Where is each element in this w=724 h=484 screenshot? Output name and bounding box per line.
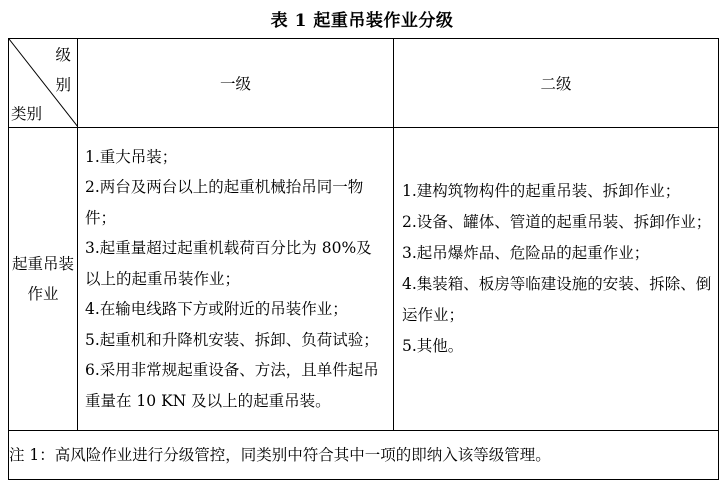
level1-cell [78, 128, 394, 431]
level2-item: 4.集装箱、板房等临建设施的安装、拆除、倒运作业； [402, 275, 712, 324]
level1-item: 2.两台及两台以上的起重机械抬吊同一物件； [85, 178, 364, 227]
note-text: 注 1：高风险作业进行分级管控，同类别中符合其中一项的即纳入该等级管理。 [9, 431, 719, 480]
column-header-level1: 一级 [78, 39, 394, 128]
table-body-row [9, 128, 719, 431]
diagonal-header-cell [9, 39, 78, 128]
table-note-row [9, 431, 719, 480]
level2-cell [394, 128, 719, 431]
grading-table [8, 38, 719, 480]
diag-label-level-2: 别 [55, 76, 71, 94]
level1-item: 4.在输电线路下方或附近的吊装作业； [85, 300, 348, 319]
level1-item: 3.起重量超过起重机载荷百分比为 80%及以上的起重吊装作业； [85, 239, 372, 288]
diag-label-level-1: 级 [55, 46, 71, 64]
table-title: 表 1 起重吊装作业分级 [270, 11, 454, 31]
level1-item: 1.重大吊装； [85, 147, 178, 166]
level2-item: 5.其他。 [402, 337, 464, 355]
category-cell: 起重吊装作业 [9, 128, 78, 431]
level2-item: 3.起吊爆炸品、危险品的起重作业； [402, 244, 650, 262]
level1-item: 5.起重机和升降机安装、拆卸、负荷试验； [85, 330, 379, 349]
level2-item: 2.设备、罐体、管道的起重吊装、拆卸作业； [402, 213, 712, 231]
column-header-level2: 二级 [394, 39, 719, 128]
level2-item: 1.建构筑物构件的起重吊装、拆卸作业； [402, 182, 681, 200]
diag-label-category: 类别 [11, 105, 43, 123]
level1-item: 6.采用非常规起重设备、方法，且单件起吊重量在 10 KN 及以上的起重吊装。 [85, 361, 379, 410]
table-header-row [9, 39, 719, 128]
